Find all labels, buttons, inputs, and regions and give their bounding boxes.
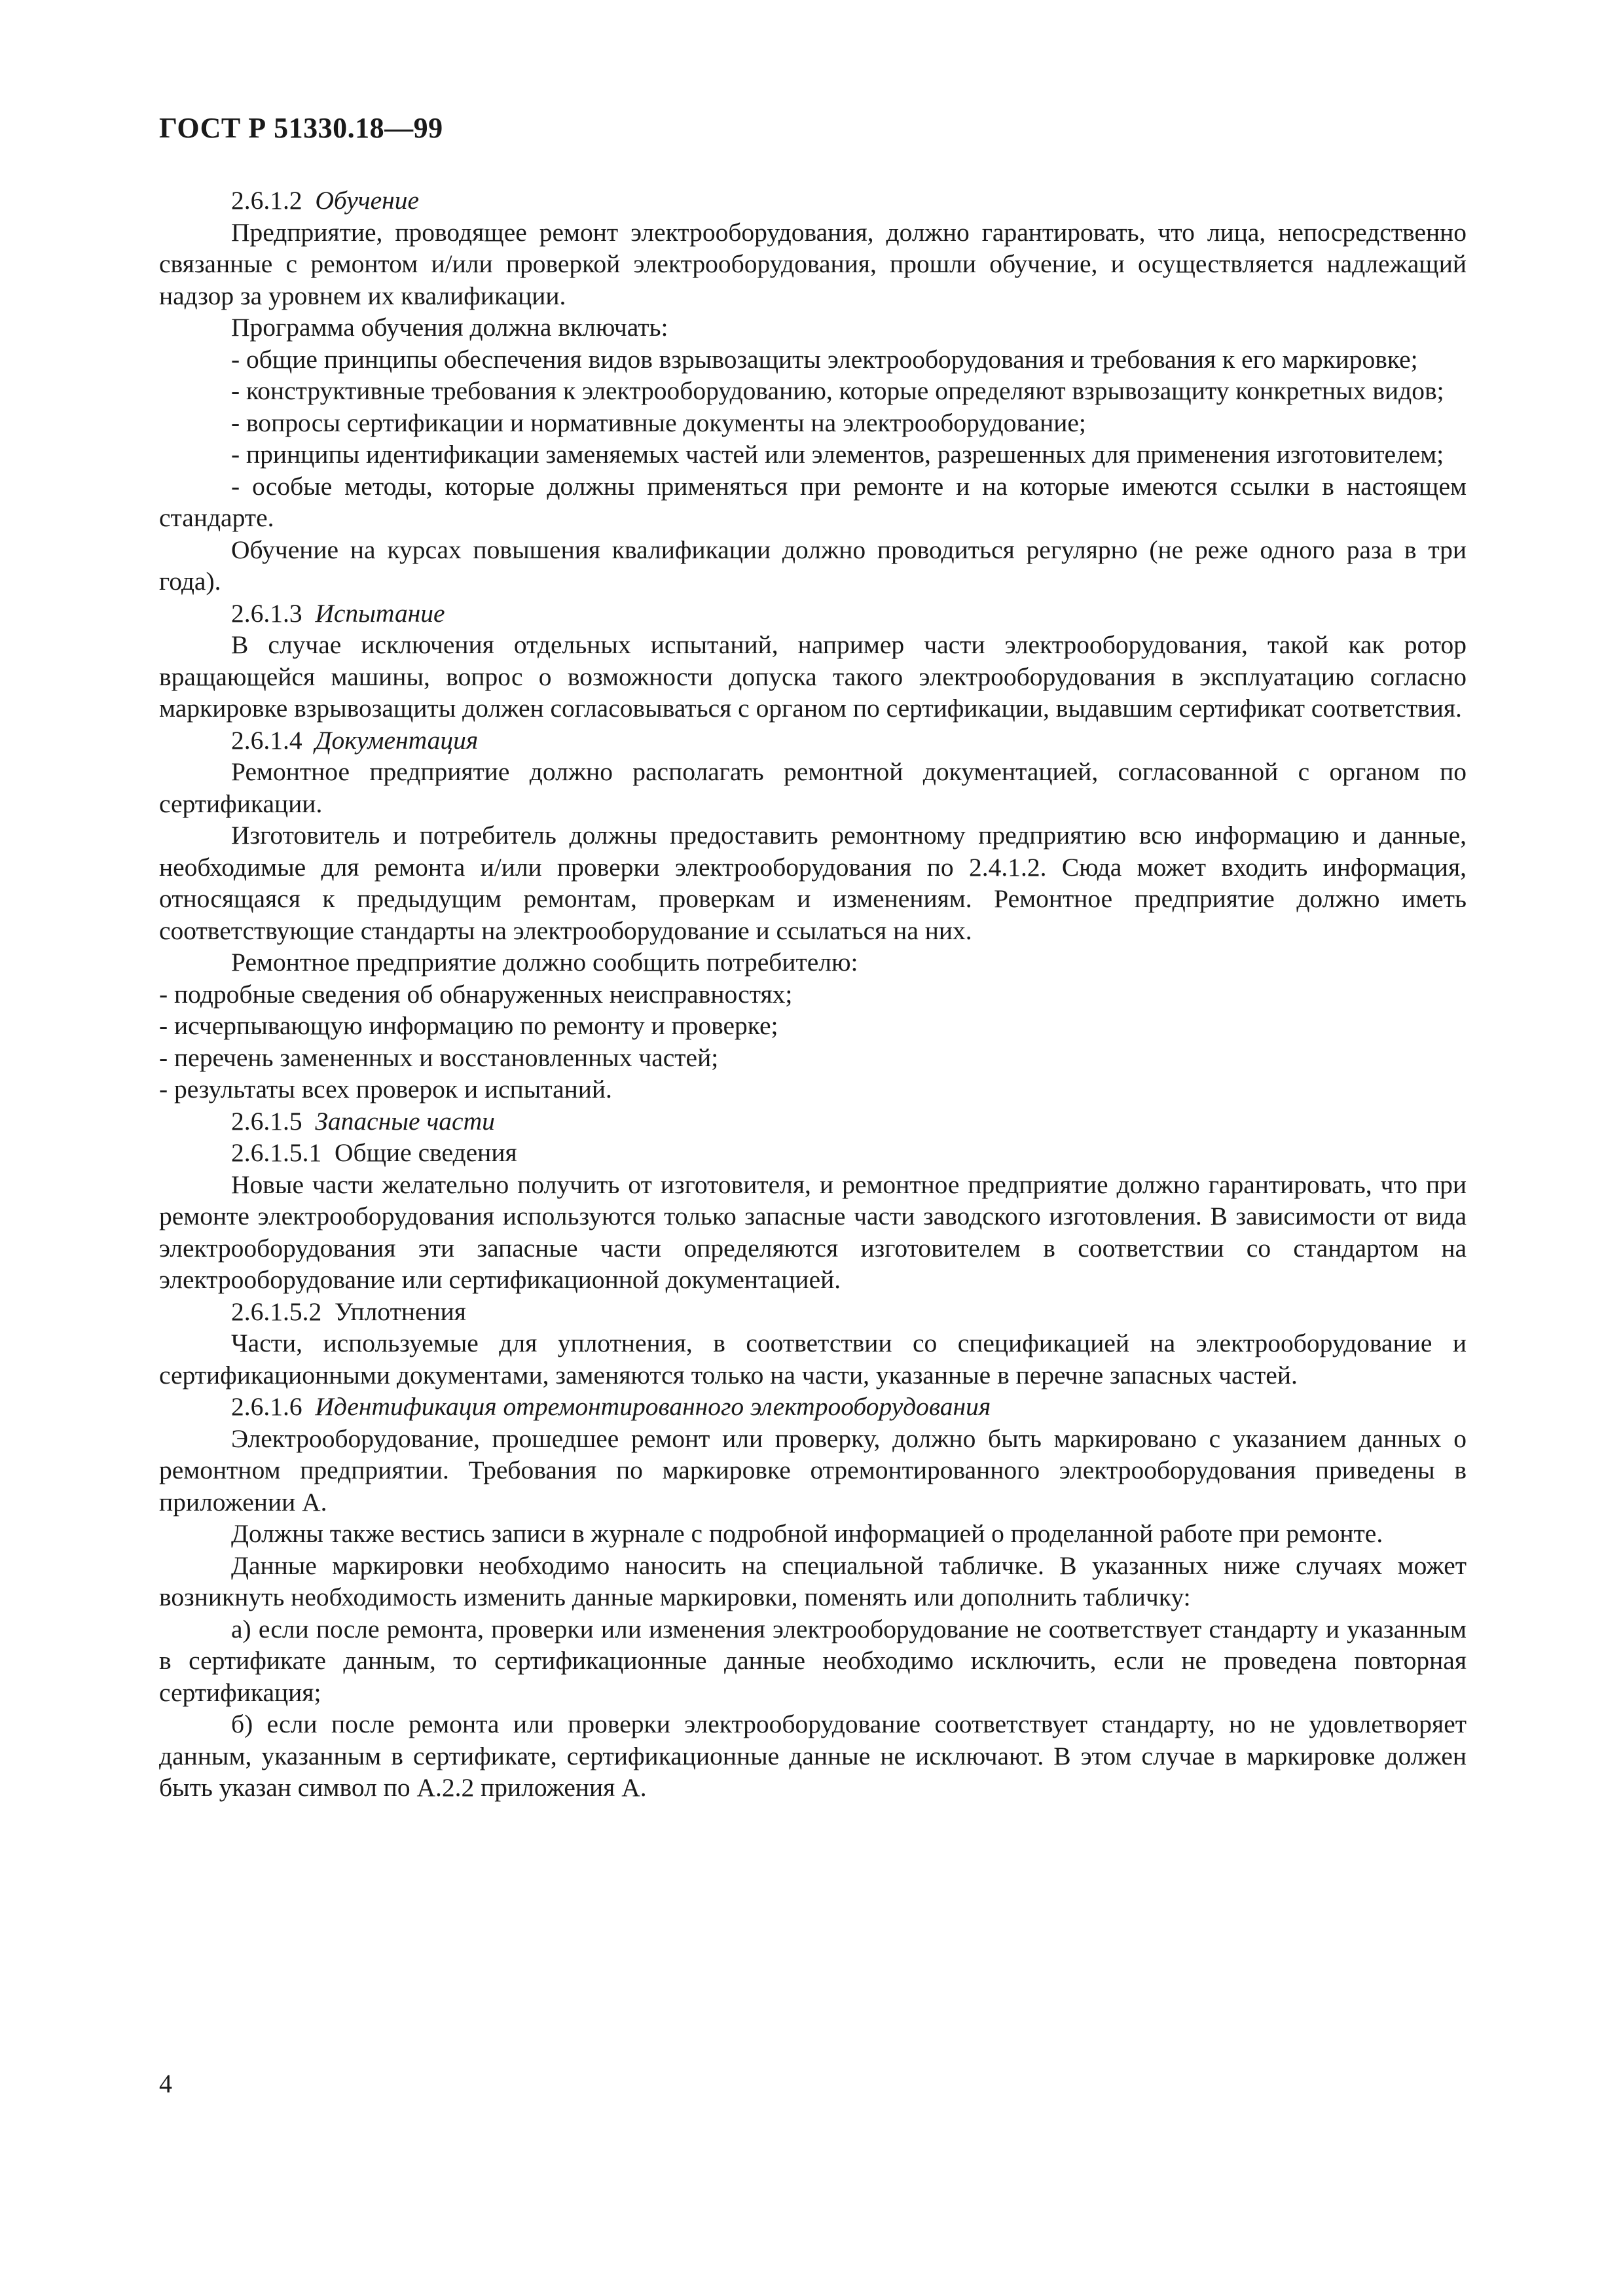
paragraph: Данные маркировки необходимо наносить на специальной табличке. В указанных ниже случаях может возникнуть необходимость изменить данные маркировки, поменять или дополнить табличку:	[159, 1551, 1467, 1611]
section-heading: 2.6.1.6 Идентификация отремонтированного электрооборудования	[231, 1392, 991, 1421]
paragraph: б) если после ремонта или проверки электрооборудование соответствует стандарту, но не удовлетворяет данным, указанным в сертификате, сертификационные данные не исключают. В этом случае в маркировке должен быть указан символ по А.2.2 приложения А.	[159, 1710, 1467, 1802]
paragraph: В случае исключения отдельных испытаний, например части электрооборудования, такой как ротор вращающейся машины, вопрос о возможности допуска такого электрооборудования в эксплуатацию согласно маркировке взрывозащиты должен согласовываться с органом по сертификации, выдавшим сертификат соответствия.	[159, 630, 1467, 723]
paragraph: Изготовитель и потребитель должны предоставить ремонтному предприятию всю информацию и данные, необходимые для ремонта и/или проверки электрооборудования по 2.4.1.2. Сюда может входить информация, относящаяся к предыдущим ремонтам, проверкам и изменениям. Ремонтное предприятие должно иметь соответствующие стандарты на электрооборудование и ссылаться на них.	[159, 821, 1467, 945]
paragraph: Ремонтное предприятие должно располагать ремонтной документацией, согласованной с органом по сертификации.	[159, 757, 1467, 818]
document-body	[159, 185, 1467, 1804]
subsection-heading: 2.6.1.5.1 Общие сведения	[231, 1138, 517, 1167]
section-heading: 2.6.1.5 Запасные части	[231, 1106, 495, 1136]
paragraph: а) если после ремонта, проверки или изменения электрооборудование не соответствует стандарту и указанным в сертификате данным, то сертификационные данные необходимо исключить, если не проведена повторная сертификация;	[159, 1614, 1467, 1707]
list-item: - исчерпывающую информацию по ремонту и проверке;	[159, 1011, 778, 1040]
section-heading: 2.6.1.2 Обучение	[231, 186, 420, 215]
list-item: - особые методы, которые должны применяться при ремонте и на которые имеются ссылки в настоящем стандарте.	[159, 471, 1467, 532]
document-header: ГОСТ Р 51330.18—99	[159, 112, 443, 144]
paragraph: Части, используемые для уплотнения, в соответствии со спецификацией на электрооборудование и сертификационными документами, заменяются только на части, указанные в перечне запасных частей.	[159, 1329, 1467, 1390]
page-number: 4	[159, 2069, 172, 2098]
paragraph: Обучение на курсах повышения квалификации должно проводиться регулярно (не реже одного раза в три года).	[159, 535, 1467, 596]
list-item: - перечень замененных и восстановленных частей;	[159, 1043, 719, 1072]
section-heading: 2.6.1.3 Испытание	[231, 598, 445, 628]
list-item: - результаты всех проверок и испытаний.	[159, 1075, 612, 1103]
paragraph: Ремонтное предприятие должно сообщить потребителю:	[231, 948, 858, 977]
paragraph: Предприятие, проводящее ремонт электрооборудования, должно гарантировать, что лица, непосредственно связанные с ремонтом и/или проверкой электрооборудования, прошли обучение, и осуществляется надлежащий надзор за уровнем их квалификации.	[159, 217, 1467, 310]
list-item: - принципы идентификации заменяемых частей или элементов, разрешенных для применения изготовителем;	[231, 440, 1444, 469]
paragraph: Должны также вестись записи в журнале с подробной информацией о проделанной работе при ремонте.	[231, 1519, 1383, 1548]
list-item: - общие принципы обеспечения видов взрывозащиты электрооборудования и требования к его маркировке;	[231, 344, 1418, 374]
list-item: - вопросы сертификации и нормативные документы на электрооборудование;	[231, 408, 1086, 437]
paragraph: Электрооборудование, прошедшее ремонт или проверку, должно быть маркировано с указанием данных о ремонтном предприятии. Требования по маркировке отремонтированного электрооборудования приведены в приложении А.	[159, 1424, 1467, 1516]
paragraph: Новые части желательно получить от изготовителя, и ремонтное предприятие должно гарантировать, что при ремонте электрооборудования используются только запасные части заводского изготовления. В зависимости от вида электрооборудования эти запасные части определяются изготовителем в соответствии со стандартом на электрооборудование или сертификационной документацией.	[159, 1170, 1467, 1294]
list-item: - конструктивные требования к электрооборудованию, которые определяют взрывозащиту конкретных видов;	[231, 376, 1444, 405]
paragraph: Программа обучения должна включать:	[231, 313, 668, 342]
list-item: - подробные сведения об обнаруженных неисправностях;	[159, 979, 793, 1009]
section-heading: 2.6.1.4 Документация	[231, 725, 479, 755]
subsection-heading: 2.6.1.5.2 Уплотнения	[231, 1297, 466, 1326]
